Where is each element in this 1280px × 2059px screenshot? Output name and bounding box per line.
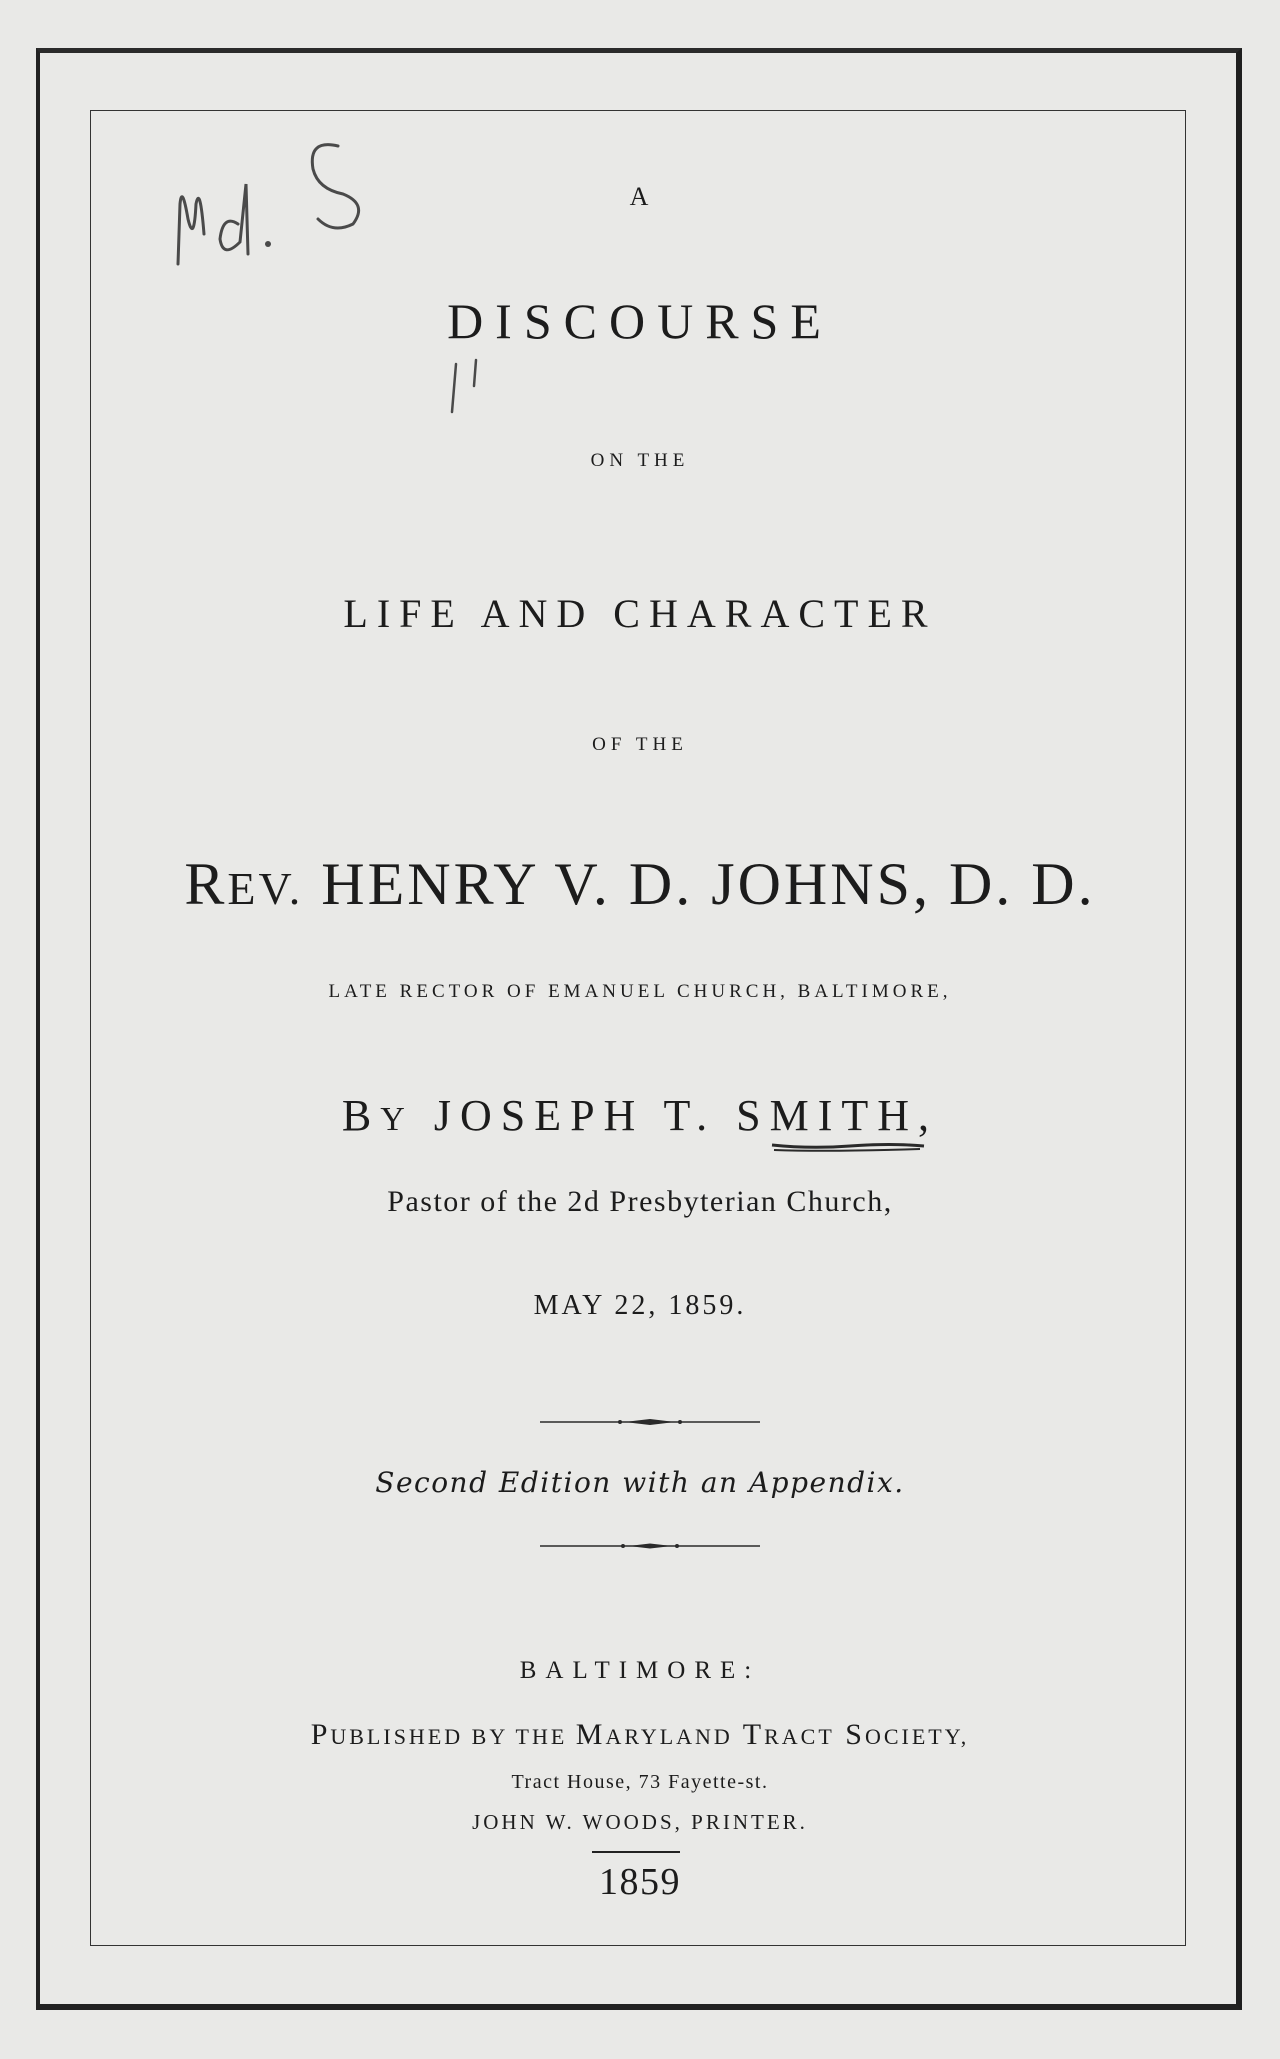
title-subject: LIFE AND CHARACTER: [343, 591, 937, 636]
ornamental-rule: [540, 1538, 760, 1554]
publisher-word-rest: RACT: [764, 1724, 835, 1749]
author-by-rest: Y: [380, 1101, 414, 1138]
publisher-word-cap: T: [732, 1718, 765, 1751]
imprint-publisher: [0, 1718, 1280, 1752]
imprint-printer: JOHN W. WOODS, PRINTER.: [472, 1810, 808, 1834]
subject-name: [0, 850, 1280, 919]
title-connector-on-the: ON THE: [590, 450, 690, 471]
publisher-word-cap: S: [834, 1718, 865, 1751]
author-name: JOSEPH T. SMITH,: [413, 1091, 939, 1140]
publisher-word-rest: ARYLAND: [605, 1724, 733, 1749]
publisher-word-rest: UBLISHED: [330, 1724, 464, 1749]
name-prefix-cap: R: [184, 851, 228, 917]
title-connector-of-the: OF THE: [592, 734, 688, 755]
edition-note: Second Edition with an Appendix.: [375, 1466, 905, 1499]
publisher-word-rest: OCIETY,: [864, 1724, 970, 1749]
publisher-word-rest: BY THE: [463, 1724, 576, 1749]
name-prefix-rest: EV.: [227, 863, 304, 914]
handwritten-underline: [770, 1140, 926, 1154]
imprint-address: Tract House, 73 Fayette-st.: [511, 1771, 769, 1793]
publisher-word-cap: P: [310, 1718, 331, 1751]
year-rule: [592, 1851, 680, 1853]
subject-description: LATE RECTOR OF EMANUEL CHURCH, BALTIMORE,: [328, 981, 952, 1002]
author-by-cap: B: [341, 1091, 381, 1140]
imprint-city: BALTIMORE:: [519, 1657, 761, 1684]
name-text: HENRY V. D. JOHNS, D. D.: [303, 851, 1096, 917]
ornamental-rule: [540, 1414, 760, 1430]
publisher-word-cap: M: [575, 1718, 606, 1751]
handwritten-mark: [446, 356, 506, 416]
author-position: Pastor of the 2d Presbyterian Church,: [387, 1185, 893, 1218]
imprint-year: 1859: [599, 1861, 681, 1903]
author-line: [0, 1090, 1280, 1141]
title-main: DISCOURSE: [447, 293, 833, 349]
title-article: A: [629, 182, 651, 211]
discourse-date: MAY 22, 1859.: [533, 1290, 747, 1321]
